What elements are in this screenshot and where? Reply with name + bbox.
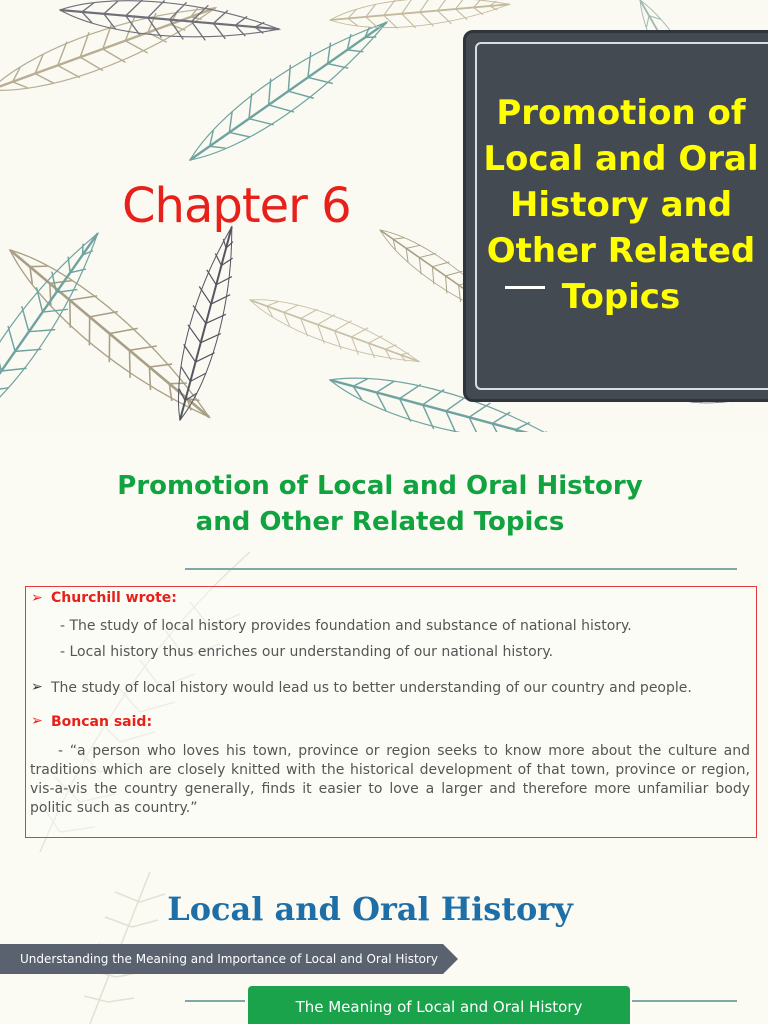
boncan-quote: - “a person who loves his town, province or region seeks to know more about the culture and traditions which are closely knitted with the historical development of that town, province or region, vis-a-vis the country generally, finds it easier to love a larger and therefore more unfamiliar body politic such as country.”: [30, 743, 750, 816]
section-heading-line2: and Other Related Topics: [195, 507, 565, 537]
heading-divider: [185, 568, 737, 570]
slide-local-oral-history: [0, 862, 768, 1024]
meaning-label-text: The Meaning of Local and Oral History: [295, 998, 583, 1016]
arrow-bullet-icon: ➢: [31, 713, 43, 729]
churchill-label: Churchill wrote:: [51, 590, 177, 606]
churchill-quote-line1: - The study of local history provides foundation and substance of national history.: [60, 618, 632, 634]
divider-right: [632, 1000, 737, 1002]
local-oral-history-heading: Local and Oral History: [167, 890, 573, 928]
chapter-title: Chapter 6: [122, 178, 351, 234]
local-history-statement: The study of local history would lead us to better understanding of our country and people.: [51, 680, 692, 696]
slide-title: [0, 0, 768, 432]
banner-text: Understanding the Meaning and Importance of Local and Oral History: [20, 952, 439, 966]
section-heading-line1: Promotion of Local and Oral History: [117, 471, 643, 501]
slide-quotes: [0, 432, 768, 862]
section-heading: [40, 468, 720, 540]
boncan-label: Boncan said:: [51, 714, 153, 730]
divider-left: [185, 1000, 245, 1002]
slide-title-text: Promotion of Local and Oral History and Other Related Topics: [483, 93, 759, 317]
churchill-quote-line2: - Local history thus enriches our understanding of our national history.: [60, 644, 554, 660]
arrow-bullet-icon: ➢: [31, 679, 43, 695]
arrow-bullet-icon: ➢: [31, 590, 43, 606]
title-dash-mark: [505, 286, 545, 289]
